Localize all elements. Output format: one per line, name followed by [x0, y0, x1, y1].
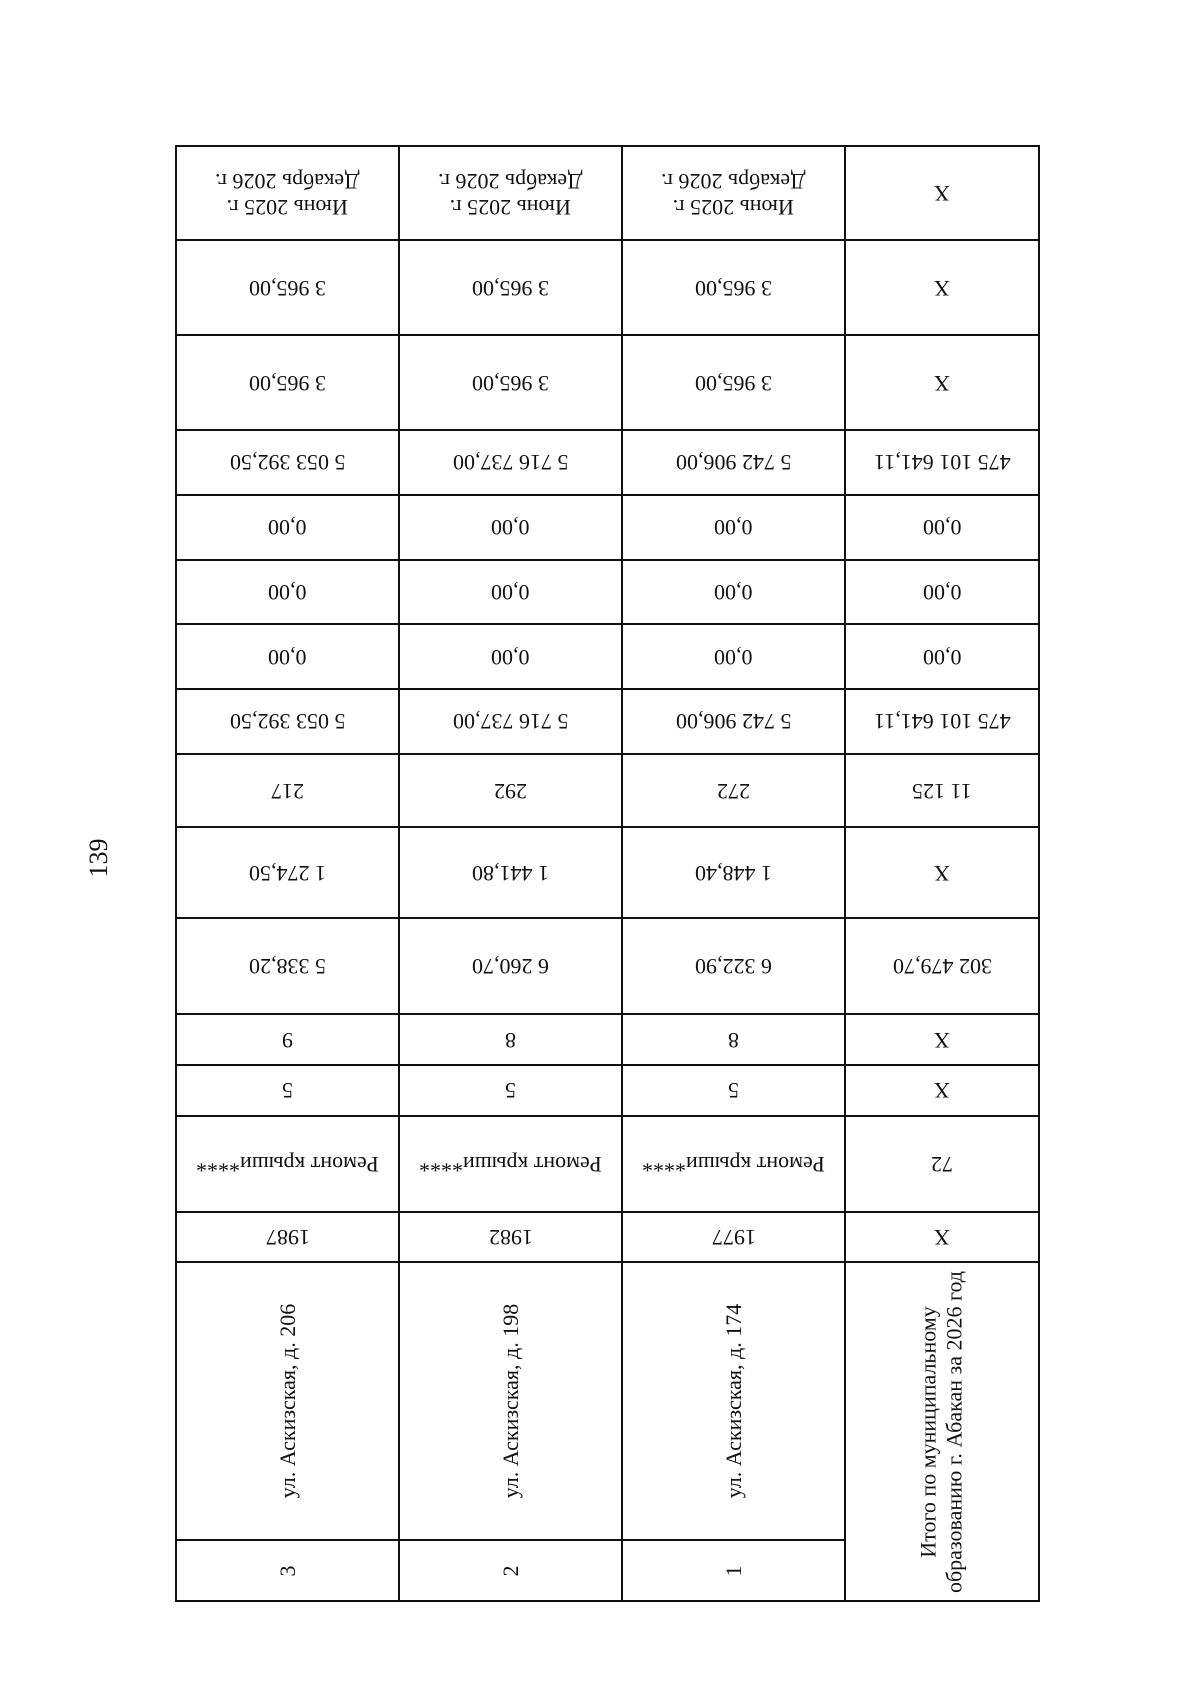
table-row-zero-3: [176, 624, 1039, 689]
table-row-area-1: [176, 918, 1039, 1014]
total-cell: 5 716 737,00: [399, 689, 622, 754]
total-label-cell: Итого по муниципальному образованию г. Абакан за 2026 год: [845, 1262, 1039, 1601]
value-cell: 0,00: [622, 495, 845, 560]
total-cell: 5 053 392,50: [176, 430, 399, 495]
entrances-cell: 5: [176, 1065, 399, 1116]
cost-cell: 3 965,00: [176, 240, 399, 335]
work-type-cell: Ремонт крыши****: [399, 1116, 622, 1212]
floors-cell: 8: [622, 1014, 845, 1065]
period-cell: Июнь 2025 г. Декабрь 2026 г.: [176, 146, 399, 240]
floors-cell: 9: [176, 1014, 399, 1065]
total-cell: 5 742 906,00: [622, 689, 845, 754]
table-row-year: [176, 1212, 1039, 1263]
year-cell: 1977: [622, 1212, 845, 1263]
total-cell: 5 716 737,00: [399, 430, 622, 495]
total-cell: 475 101 641,11: [845, 430, 1039, 495]
page-number: 139: [84, 838, 113, 878]
area-cell: 1 274,50: [176, 827, 399, 918]
value-cell: 0,00: [399, 624, 622, 689]
value-cell: 0,00: [176, 624, 399, 689]
area-cell: 5 338,20: [176, 918, 399, 1014]
table-row-floors: [176, 1014, 1039, 1065]
table-row-period: [176, 146, 1039, 240]
period-cell: Июнь 2025 г. Декабрь 2026 г.: [622, 146, 845, 240]
table-row-total-a: [176, 430, 1039, 495]
residents-cell: 11 125: [845, 754, 1039, 828]
value-cell: 0,00: [622, 560, 845, 625]
residents-cell: 217: [176, 754, 399, 828]
year-cell: 1982: [399, 1212, 622, 1263]
address-cell: ул. Аскизская, д. 174: [622, 1262, 845, 1540]
table-row-entrances: [176, 1065, 1039, 1116]
total-cell: 5 742 906,00: [622, 430, 845, 495]
value-cell: 0,00: [399, 560, 622, 625]
address-cell: ул. Аскизская, д. 206: [176, 1262, 399, 1540]
total-cell: 475 101 641,11: [845, 689, 1039, 754]
residents-cell: 272: [622, 754, 845, 828]
year-cell: 1987: [176, 1212, 399, 1263]
work-type-cell: 72: [845, 1116, 1039, 1212]
area-cell: Х: [845, 827, 1039, 918]
year-cell: Х: [845, 1212, 1039, 1263]
cost-cell: 3 965,00: [176, 335, 399, 430]
period-cell: Июнь 2025 г. Декабрь 2026 г.: [399, 146, 622, 240]
area-cell: 1 448,40: [622, 827, 845, 918]
number-cell: 1: [622, 1540, 845, 1601]
floors-cell: Х: [845, 1014, 1039, 1065]
entrances-cell: 5: [622, 1065, 845, 1116]
cost-cell: 3 965,00: [399, 335, 622, 430]
value-cell: 0,00: [845, 560, 1039, 625]
entrances-cell: Х: [845, 1065, 1039, 1116]
cost-cell: 3 965,00: [622, 335, 845, 430]
table-row-area-2: [176, 827, 1039, 918]
value-cell: 0,00: [176, 495, 399, 560]
area-cell: 6 322,90: [622, 918, 845, 1014]
address-cell: ул. Аскизская, д. 198: [399, 1262, 622, 1540]
value-cell: 0,00: [845, 495, 1039, 560]
floors-cell: 8: [399, 1014, 622, 1065]
cost-cell: Х: [845, 335, 1039, 430]
repair-schedule-table: [175, 145, 1038, 1602]
table-row-work-type: [176, 1116, 1039, 1212]
table-row-cost-b: [176, 335, 1039, 430]
work-type-cell: Ремонт крыши****: [176, 1116, 399, 1212]
entrances-cell: 5: [399, 1065, 622, 1116]
table-row-cost-a: [176, 240, 1039, 335]
residents-cell: 292: [399, 754, 622, 828]
area-cell: 6 260,70: [399, 918, 622, 1014]
table-row-zero-1: [176, 495, 1039, 560]
total-cell: 5 053 392,50: [176, 689, 399, 754]
value-cell: 0,00: [622, 624, 845, 689]
period-cell: Х: [845, 146, 1039, 240]
cost-cell: 3 965,00: [399, 240, 622, 335]
work-type-cell: Ремонт крыши****: [622, 1116, 845, 1212]
table-row-total-b: [176, 689, 1039, 754]
cost-cell: 3 965,00: [622, 240, 845, 335]
cost-cell: Х: [845, 240, 1039, 335]
area-cell: 302 479,70: [845, 918, 1039, 1014]
value-cell: 0,00: [399, 495, 622, 560]
area-cell: 1 441,80: [399, 827, 622, 918]
table-row-zero-2: [176, 560, 1039, 625]
table-row-address: [176, 1262, 1039, 1540]
value-cell: 0,00: [845, 624, 1039, 689]
number-cell: 2: [399, 1540, 622, 1601]
number-cell: 3: [176, 1540, 399, 1601]
value-cell: 0,00: [176, 560, 399, 625]
table-row-residents: [176, 754, 1039, 828]
